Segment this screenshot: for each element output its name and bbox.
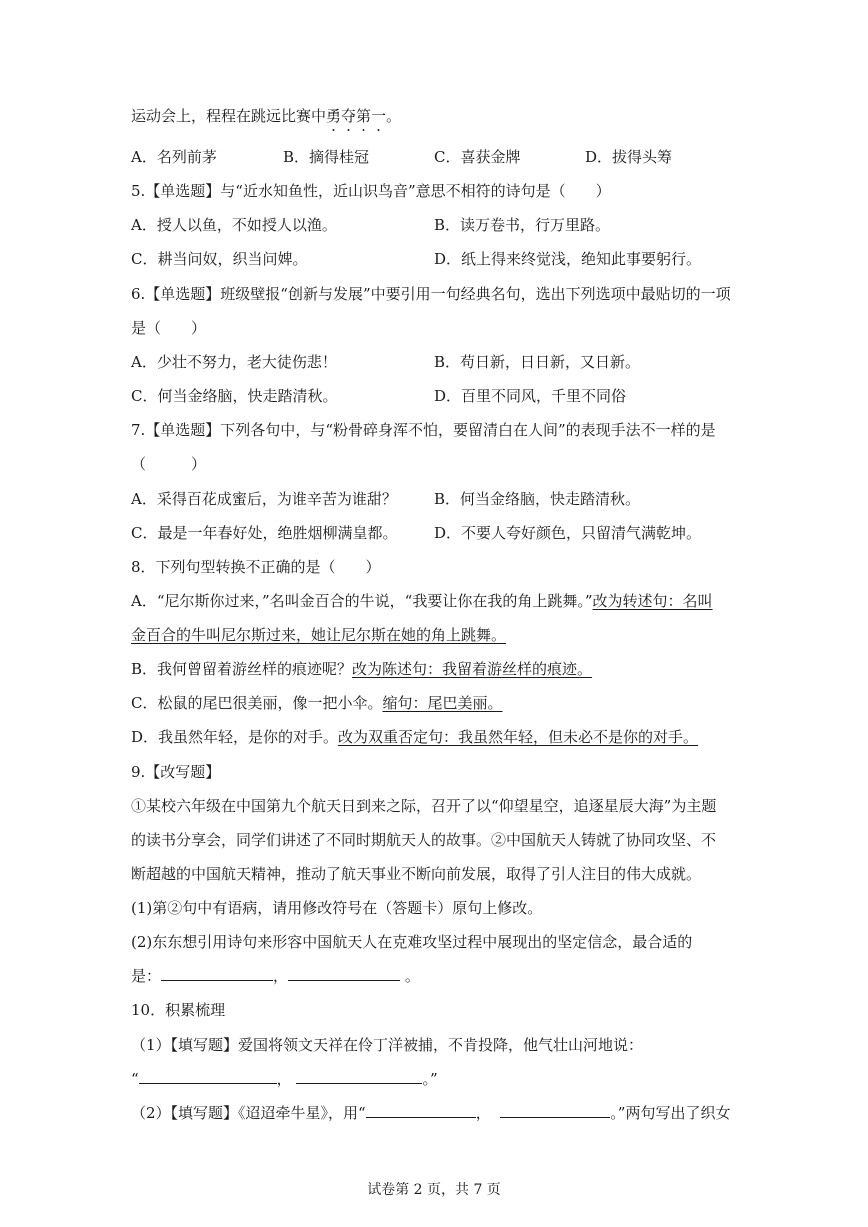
q8-option-d[interactable]: D．我虽然年轻，是你的对手。改为双重否定句：我虽然年轻，但未必不是你的对手。 [131,728,699,746]
q6-option-d[interactable]: D．百里不同风，千里不同俗 [434,387,627,405]
q9-paragraph-line3: 断超越的中国航天精神，推动了航天事业不断向前发展，取得了引人注目的伟大成就。 [131,865,702,883]
q10-sub2-line1: （2）【填写题】《迢迢牵牛星》，用“ ， 。”两句写出了织女 [131,1104,731,1122]
q5-option-c[interactable]: C．耕当问奴，织当问婢。 [131,250,308,268]
q5-option-b[interactable]: B．读万卷书，行万里路。 [434,216,611,234]
q8-option-a-answer-cont: 金百合的牛叫尼尔斯过来，她让尼尔斯在她的角上跳舞。 [131,626,507,644]
q7-option-b[interactable]: B．何当金络脑，快走踏清秋。 [434,490,641,508]
q6-option-b[interactable]: B．苟日新，日日新，又日新。 [434,353,641,371]
q7-option-a[interactable]: A．采得百花成蜜后，为谁辛苦为谁甜？ [131,490,397,508]
q8-stem: 8．下列句型转换不正确的是（ ） [131,558,381,576]
page-footer: 试卷第 2 页，共 7 页 [367,1182,501,1198]
q9-sub2-line1: (2)东东想引用诗句来形容中国航天人在克难攻坚过程中展现出的坚定信念，最合适的 [131,933,693,951]
q8-option-d-answer: 改为双重否定句：我虽然年轻，但未必不是你的对手。 [338,728,699,746]
q4-option-b[interactable]: B．摘得桂冠 [283,148,370,166]
q6-stem-line1: 6.【单选题】班级壁报“创新与发展”中要引用一句经典名句，选出下列选项中最贴切的一项 [131,285,731,303]
emphasis-char: 一 [371,107,387,125]
q5-option-d[interactable]: D．纸上得来终觉浅，绝知此事要躬行。 [434,250,702,268]
q5-option-a[interactable]: A．授人以鱼，不如授人以渔。 [131,216,337,234]
answer-blank[interactable] [139,1068,277,1084]
q4-option-a[interactable]: A．名列前茅 [131,148,217,166]
q7-option-c[interactable]: C．最是一年春好处，绝胜烟柳满皇都。 [131,524,398,542]
q8-option-c[interactable]: C．松鼠的尾巴很美丽，像一把小伞。缩句：尾巴美丽。 [131,694,503,712]
q8-option-b[interactable]: B．我何曾留着游丝样的痕迹呢？改为陈述句：我留着游丝样的痕迹。 [131,660,593,678]
emphasis-char: 勇 [326,107,342,125]
answer-blank[interactable] [296,1068,422,1084]
q6-stem-line2: 是（ ） [131,319,207,337]
answer-blank[interactable] [161,965,273,981]
q7-stem-line2: （ ） [131,455,207,473]
q5-stem: 5.【单选题】与“近水知鱼性，近山识鸟音”意思不相符的诗句是（ ） [131,182,611,200]
q9-title: 9.【改写题】 [131,763,221,781]
q9-paragraph-line1: ①某校六年级在中国第九个航天日到来之际，召开了以“仰望星空，追逐星辰大海”为主题 [131,797,717,815]
emphasis-char: 第 [356,107,372,125]
q9-sub1: (1)第②句中有语病，请用修改符号在（答题卡）原句上修改。 [131,899,543,917]
q8-option-c-answer: 缩句：尾巴美丽。 [382,694,503,712]
q4-stem: 运动会上，程程在跳远比赛中勇夺第一。 [131,107,402,125]
q7-option-d[interactable]: D．不要人夸好颜色，只留清气满乾坤。 [434,524,702,542]
answer-blank[interactable] [500,1102,610,1118]
q7-stem-line1: 7.【单选题】下列各句中，与“粉骨碎身浑不怕，要留清白在人间”的表现手法不一样的是 [131,421,716,439]
q8-option-a[interactable]: A．“尼尔斯你过来，”名叫金百合的牛说，“我要让你在我的角上跳舞。”改为转述句：名叫 [131,592,713,610]
q8-option-b-answer: 改为陈述句：我留着游丝样的痕迹。 [352,660,593,678]
q10-sub1-line1: （1）【填写题】爱国将领文天祥在伶丁洋被捕，不肯投降，他气壮山河地说： [131,1036,644,1054]
q10-title: 10．积累梳理 [131,1001,226,1019]
answer-blank[interactable] [288,965,400,981]
q8-option-a-answer: 改为转述句：名叫 [592,592,713,610]
q4-option-d[interactable]: D．拔得头筹 [585,148,673,166]
q6-option-c[interactable]: C．何当金络脑，快走踏清秋。 [131,387,338,405]
emphasis-char: 夺 [341,107,357,125]
q4-option-c[interactable]: C．喜获金牌 [434,148,521,166]
q9-paragraph-line2: 的读书分享会，同学们讲述了不同时期航天人的故事。②中国航天人铸就了协同攻坚、不 [131,831,717,849]
answer-blank[interactable] [366,1102,476,1118]
q9-sub2-line2: 是： ， 。 [131,967,420,985]
q10-sub1-line2: “ ， 。” [131,1070,438,1088]
q6-option-a[interactable]: A．少壮不努力，老大徒伤悲！ [131,353,337,371]
